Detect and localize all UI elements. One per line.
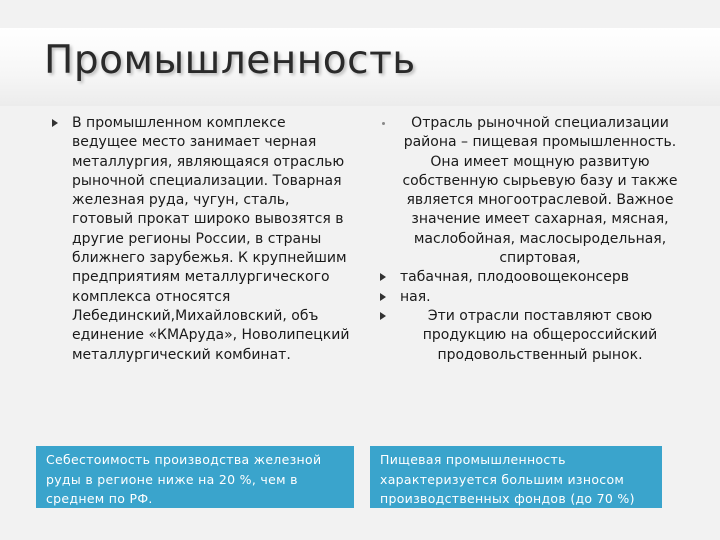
left-column <box>52 114 352 365</box>
triangle-bullet-icon <box>380 293 386 301</box>
dot-bullet-icon <box>382 122 385 125</box>
triangle-bullet-icon <box>380 273 386 281</box>
triangle-bullet-icon <box>52 119 58 127</box>
list-item-text: Отрасль рыночной специализации района – пищевая промышленность. Она имеет мощную развитую собственную сырьевую базу и также является многоотраслевой. Важное значение имеет сахарная, мясная, маслобойная, маслосыродельная, спиртовая, <box>402 115 678 267</box>
slide-title: Промышленность <box>44 38 416 83</box>
callout-box-right: Пищевая промышленность характеризуется большим износом производственных фондов (до 70 %) <box>370 446 662 508</box>
list-item <box>380 307 680 365</box>
list-item <box>52 114 352 365</box>
list-item-text: табачная, плодоовощеконсерв <box>400 269 629 286</box>
list-item <box>380 288 680 307</box>
list-item-text: ная. <box>400 288 431 305</box>
callout-box-left: Себестоимость производства железной руды в регионе ниже на 20 %, чем в среднем по РФ. <box>36 446 354 508</box>
right-column <box>380 114 680 365</box>
triangle-bullet-icon <box>380 312 386 320</box>
list-item <box>380 114 680 268</box>
list-item-text: Эти отрасли поставляют свою продукцию на общероссийский продовольственный рынок. <box>422 307 658 363</box>
list-item-text: В промышленном комплексе ведущее место занимает черная металлургия, являющаяся отраслью рыночной специализации. Товарная железная руда, чугун, сталь, готовый прокат широко вывозятся в другие регионы России, в страны ближнего зарубежья. К крупнейшим предприятиям металлургического комплекса относятся Лебединский,Михайловский, объ единение «КМАруда», Новолипецкий металлургический комбинат. <box>72 115 350 363</box>
list-item <box>380 268 680 287</box>
